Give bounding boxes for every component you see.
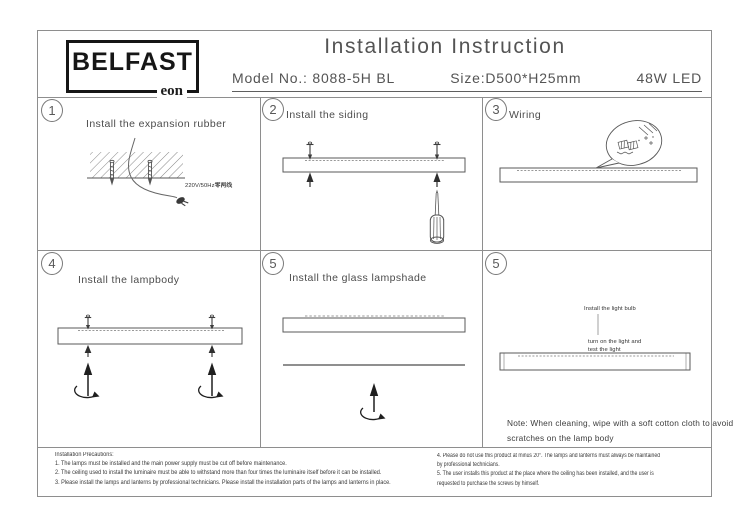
- twist-arrow-left: [75, 363, 100, 398]
- step-number-5: 5: [262, 252, 284, 275]
- brand-subname: eon: [157, 83, 188, 100]
- screw-right: [434, 142, 441, 159]
- step-number-4: 4: [41, 252, 63, 275]
- precaution-item-2: 2. The ceiling used to install the luminaire must be able to withstand more than four times the luminaire itself before it can be installed.: [55, 470, 382, 477]
- test-label-line2: test the light: [588, 347, 621, 353]
- precaution-item-4-line2: by professional technicians.: [437, 462, 500, 469]
- brand-logo: [66, 40, 199, 99]
- twist-arrow: [361, 383, 386, 420]
- precautions-title: Installation Precautions:: [55, 452, 114, 458]
- step5-caption: Install the glass lampshade: [289, 272, 427, 284]
- model-number: Model No.: 8088-5H BL: [232, 70, 396, 86]
- screwdriver: [430, 190, 443, 244]
- page-title: Installation Instruction: [324, 35, 566, 58]
- ceiling-hatch: [90, 152, 183, 178]
- lampbody-install-drawing: [37, 250, 260, 447]
- precaution-item-1: 1. The lamps must be installed and the main power supply must be cut off before maintenance.: [55, 461, 287, 468]
- lamp-bar: [283, 318, 465, 332]
- siding-install-drawing: [260, 97, 482, 250]
- small-up-arrow-right: [209, 346, 214, 357]
- cleaning-note: [507, 416, 733, 445]
- cleaning-note-line2: scratches on the lamp body: [507, 432, 614, 443]
- step4-caption: Install the lampbody: [78, 274, 180, 286]
- test-label: [588, 338, 641, 354]
- step-number-3: 3: [485, 98, 507, 121]
- step1-caption: Install the expansion rubber: [86, 118, 227, 130]
- wiring-drawing: [482, 97, 712, 250]
- size-spec: Size:D500*H25mm: [450, 70, 582, 86]
- screw-left: [85, 315, 91, 328]
- step2-caption: Install the siding: [286, 109, 369, 121]
- up-arrow-right: [434, 174, 440, 187]
- test-label-line1: turn on the light and: [588, 339, 642, 345]
- step-number-6: 5: [485, 252, 507, 275]
- precaution-item-3: 3. Please install the lamps and lanterns by professional technicians. Please install the installation parts of the lamps and lanterns in place.: [55, 479, 391, 486]
- model-info-row: [232, 70, 702, 92]
- precaution-item-5-line2: requested to purchase the screws by himself.: [437, 480, 540, 487]
- expansion-rubber-drawing: [37, 97, 260, 250]
- precautions-right-column: [437, 452, 660, 489]
- power-spec: 48W LED: [636, 70, 702, 86]
- step3-caption: Wiring: [509, 109, 542, 121]
- small-up-arrow-left: [85, 346, 90, 357]
- bulb-label: Install the light bulb: [584, 306, 636, 312]
- step-number-2: 2: [262, 98, 284, 121]
- screw-left: [307, 142, 314, 159]
- step-number-1: 1: [41, 99, 63, 122]
- up-arrow-left: [307, 174, 313, 187]
- lamp-bar: [500, 353, 690, 370]
- twist-arrow-right: [199, 363, 224, 398]
- precautions-top-line: [37, 447, 712, 448]
- cleaning-note-line1: Note: When cleaning, wipe with a soft cotton cloth to avoid: [507, 418, 734, 428]
- wire-type-text: 零两线: [214, 183, 233, 189]
- precaution-item-5-line1: 5. The user installs this product at the place where the ceiling has been installed, and the user is: [437, 471, 654, 478]
- screw-right: [209, 315, 215, 328]
- glass-lampshade-drawing: [260, 250, 482, 447]
- precaution-item-4-line1: 4. Please do not use this product at minus 20°. The lamps and lanterns must always be maintained: [437, 453, 661, 459]
- brand-name: BELFAST: [72, 48, 193, 76]
- wire-voltage-label: [185, 180, 232, 189]
- power-plug: [175, 195, 189, 209]
- precautions-left-column: [55, 451, 391, 488]
- voltage-text: 220V/50Hz: [185, 183, 215, 189]
